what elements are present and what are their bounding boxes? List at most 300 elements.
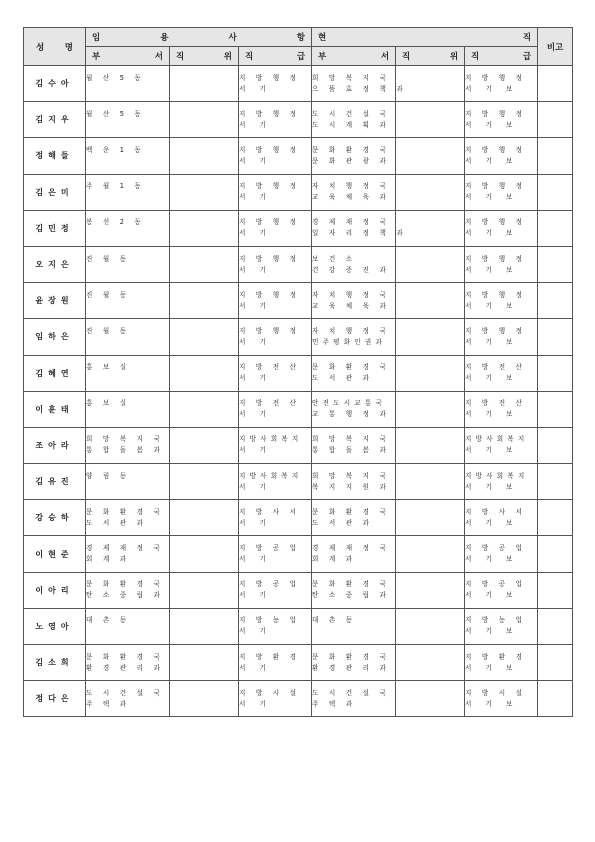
current-grade-cell [465, 174, 538, 210]
current-grade-cell-line: 서 기 보 [465, 229, 519, 238]
current-dept-cell-line: 자 치 행 정 국 [312, 326, 391, 335]
current-position-cell [396, 174, 465, 210]
header-glyph: 부 [318, 52, 327, 62]
table-row [24, 681, 573, 717]
employee-name: 강승하 [24, 500, 86, 536]
new-grade-cell-line: 서 기 [239, 663, 272, 672]
current-grade-cell-line: 서 기 보 [465, 337, 519, 346]
new-position-cell [170, 246, 239, 282]
header-glyph: 서 [154, 52, 163, 62]
new-dept-cell-line [86, 120, 169, 131]
current-dept-cell-line: 대 촌 동 [312, 616, 357, 625]
current-dept-cell-line: 일 자 리 정 책 과 [312, 229, 407, 238]
new-position-cell [170, 391, 239, 427]
current-grade-cell [465, 283, 538, 319]
current-dept-cell [312, 66, 407, 102]
table-row [24, 464, 573, 500]
current-dept-cell-line: 희 망 복 지 국 [312, 435, 391, 444]
note-cell [538, 210, 573, 246]
current-grade-cell-line: 서 기 보 [465, 156, 519, 165]
new-dept-cell [86, 645, 170, 681]
note-cell [538, 645, 573, 681]
new-grade-cell-line: 서 기 [239, 555, 272, 564]
current-grade-cell-line: 지 방 행 정 [465, 182, 527, 191]
current-dept-cell-line [312, 626, 395, 637]
table-row [24, 572, 573, 608]
new-dept-cell [86, 174, 170, 210]
table-row [24, 427, 573, 463]
new-dept-cell-line: 회 계 과 [86, 555, 131, 564]
header-dept-current [312, 47, 396, 66]
new-grade-cell-line: 지방사회복지 [239, 471, 303, 480]
current-dept-cell [312, 536, 396, 572]
new-dept-cell-line: 도 서 관 과 [86, 518, 148, 527]
new-grade-cell-line: 지 방 행 정 [239, 145, 301, 154]
current-dept-cell-line: 자 치 행 정 국 [312, 290, 391, 299]
new-grade-cell-line: 서 기 [239, 229, 272, 238]
employee-name: 이훈태 [24, 391, 86, 427]
header-glyph: 직 [176, 52, 185, 62]
new-grade-cell-line: 지 방 행 정 [239, 109, 301, 118]
current-dept-cell [312, 391, 396, 427]
current-dept-cell [312, 102, 396, 138]
employee-name: 이현준 [24, 536, 86, 572]
current-grade-cell [465, 608, 538, 644]
header-position-current-label [396, 50, 464, 62]
new-dept-cell-line: 진 월 동 [86, 290, 131, 299]
header-dept-label [86, 50, 169, 62]
current-dept-cell-line: 문 화 환 경 국 [312, 652, 391, 661]
new-dept-cell [86, 464, 170, 500]
current-grade-cell-line: 서 기 보 [465, 627, 519, 636]
new-dept-cell [86, 319, 170, 355]
new-dept-cell-line [86, 84, 169, 95]
employee-name: 노영아 [24, 608, 86, 644]
new-grade-cell-line: 서 기 [239, 627, 272, 636]
new-grade-cell [239, 536, 312, 572]
current-grade-cell-line: 서 기 보 [465, 699, 519, 708]
header-glyph: 항 [296, 33, 306, 43]
current-grade-cell-line: 지 방 공 업 [465, 544, 527, 553]
current-dept-cell-line: 도 시 건 설 국 [312, 688, 391, 697]
current-dept-cell-line: 문 화 환 경 국 [312, 145, 391, 154]
note-cell [538, 319, 573, 355]
current-grade-cell [465, 319, 538, 355]
new-grade-cell [239, 174, 312, 210]
current-grade-cell-line: 지 방 행 정 [465, 326, 527, 335]
new-grade-cell [239, 355, 312, 391]
new-grade-cell-line: 서 기 [239, 374, 272, 383]
header-current-label [312, 31, 537, 43]
table-row [24, 138, 573, 174]
current-dept-cell-line: 희 망 복 지 국 [312, 73, 391, 82]
new-dept-cell-line [86, 482, 169, 493]
table-row [24, 608, 573, 644]
new-dept-cell-line: 홍 보 실 [86, 363, 131, 372]
employee-name: 정해들 [24, 138, 86, 174]
table-row [24, 500, 573, 536]
new-dept-cell-line [86, 301, 169, 312]
table-body [24, 66, 573, 717]
new-position-cell [170, 500, 239, 536]
new-position-cell [170, 174, 239, 210]
new-dept-cell [86, 210, 170, 246]
current-grade-cell-line: 지방사회복지 [465, 471, 529, 480]
current-dept-cell-line: 문 화 관 광 과 [312, 156, 391, 165]
new-dept-cell-line: 희 망 복 지 국 [86, 435, 165, 444]
header-name [24, 28, 86, 66]
note-cell [538, 102, 573, 138]
current-dept-cell [312, 500, 396, 536]
note-cell [538, 246, 573, 282]
note-cell [538, 500, 573, 536]
current-dept-cell-line: 복 지 지 원 과 [312, 482, 391, 491]
current-grade-cell [465, 210, 538, 246]
new-grade-cell [239, 500, 312, 536]
current-dept-cell-line: 문 화 환 경 국 [312, 363, 391, 372]
new-dept-cell [86, 66, 170, 102]
current-grade-cell-line: 서 기 보 [465, 84, 519, 93]
new-position-cell [170, 66, 239, 102]
new-dept-cell-line [86, 192, 169, 203]
new-position-cell [170, 645, 239, 681]
current-dept-cell-line: 도 서 관 과 [312, 374, 374, 383]
new-dept-cell-line: 백 운 1 동 [86, 145, 145, 154]
new-grade-cell [239, 464, 312, 500]
current-dept-cell-line: 도 시 계 획 과 [312, 120, 391, 129]
current-position-cell [396, 645, 465, 681]
header-position-label [170, 50, 238, 62]
current-grade-cell-line: 서 기 보 [465, 446, 519, 455]
table-row [24, 283, 573, 319]
new-position-cell [170, 355, 239, 391]
header-glyph: 위 [223, 52, 232, 62]
new-dept-cell-line: 문 화 환 경 국 [86, 507, 165, 516]
current-grade-cell-line: 지 방 전 산 [465, 363, 527, 372]
table-row [24, 319, 573, 355]
new-dept-cell-line: 대 촌 동 [86, 616, 131, 625]
current-dept-cell-line: 보 건 소 [312, 254, 357, 263]
current-grade-cell-line: 서 기 보 [465, 663, 519, 672]
new-position-cell [170, 102, 239, 138]
new-position-cell [170, 319, 239, 355]
new-grade-cell-line: 지 방 행 정 [239, 182, 301, 191]
new-dept-cell [86, 355, 170, 391]
note-cell [538, 66, 573, 102]
new-grade-cell [239, 681, 312, 717]
new-dept-cell-line: 월 산 5 동 [86, 73, 145, 82]
header-glyph: 현 [318, 33, 327, 43]
new-grade-cell-line: 서 기 [239, 193, 272, 202]
current-grade-cell-line: 서 기 보 [465, 410, 519, 419]
current-dept-cell-line: 탄 소 중 립 과 [312, 591, 391, 600]
header-glyph: 임 [92, 33, 101, 43]
current-grade-cell-line: 서 기 보 [465, 555, 519, 564]
new-grade-cell [239, 246, 312, 282]
header-dept [86, 47, 170, 66]
current-grade-cell-line: 지 방 행 정 [465, 73, 527, 82]
current-position-cell [396, 572, 465, 608]
new-grade-cell-line: 지 방 농 업 [239, 616, 301, 625]
current-dept-cell-line: 도 서 관 과 [312, 518, 374, 527]
new-dept-cell [86, 681, 170, 717]
current-grade-cell [465, 536, 538, 572]
current-dept-cell [312, 681, 396, 717]
current-dept-cell-line: 건 강 증 진 과 [312, 265, 391, 274]
new-grade-cell [239, 427, 312, 463]
current-grade-cell-line: 서 기 보 [465, 518, 519, 527]
current-dept-cell [312, 138, 396, 174]
new-grade-cell-line: 서 기 [239, 446, 272, 455]
current-grade-cell-line: 서 기 보 [465, 482, 519, 491]
current-grade-cell-line: 서 기 보 [465, 374, 519, 383]
header-note: 비고 [538, 28, 573, 66]
current-dept-cell-line: 도 시 건 설 국 [312, 109, 391, 118]
new-grade-cell-line: 서 기 [239, 518, 272, 527]
new-grade-cell-line: 지 방 전 산 [239, 399, 301, 408]
current-dept-cell [312, 572, 396, 608]
new-dept-cell [86, 283, 170, 319]
new-grade-cell [239, 283, 312, 319]
new-dept-cell [86, 572, 170, 608]
note-cell [538, 174, 573, 210]
current-grade-cell-line: 서 기 보 [465, 301, 519, 310]
employee-name: 윤장원 [24, 283, 86, 319]
new-grade-cell [239, 319, 312, 355]
new-grade-cell-line: 서 기 [239, 482, 272, 491]
new-grade-cell [239, 102, 312, 138]
current-grade-cell-line: 지방사회복지 [465, 435, 529, 444]
header-glyph: 성 [36, 42, 45, 53]
new-position-cell [170, 427, 239, 463]
new-position-cell [170, 608, 239, 644]
header-dept-current-label [312, 50, 395, 62]
new-grade-cell-line: 지 방 공 업 [239, 580, 301, 589]
current-position-cell [396, 681, 465, 717]
new-grade-cell [239, 210, 312, 246]
new-dept-cell-line: 봉 선 2 동 [86, 218, 145, 227]
header-position-current [396, 47, 465, 66]
note-cell [538, 391, 573, 427]
new-dept-cell-line [86, 409, 169, 420]
header-glyph: 직 [522, 33, 532, 43]
new-grade-cell-line: 지 방 사 서 [239, 507, 301, 516]
new-grade-cell [239, 391, 312, 427]
header-grade-current [465, 47, 538, 66]
current-dept-cell-line: 자 치 행 정 국 [312, 182, 391, 191]
header-grade-current-label [465, 50, 537, 62]
current-dept-cell-line: 주 택 과 [312, 699, 357, 708]
current-grade-cell-line: 서 기 보 [465, 120, 519, 129]
header-glyph: 급 [522, 52, 532, 62]
header-glyph: 서 [380, 52, 390, 62]
current-dept-cell-line: 안전도시교통국 [312, 399, 387, 408]
current-dept-cell [312, 174, 396, 210]
current-dept-cell [312, 427, 396, 463]
new-dept-cell-line: 진 월 동 [86, 326, 131, 335]
new-dept-cell-line: 문 화 환 경 국 [86, 652, 165, 661]
new-dept-cell-line: 도 시 건 설 국 [86, 688, 165, 697]
new-grade-cell-line: 서 기 [239, 301, 272, 310]
new-dept-cell-line: 탄 소 중 립 과 [86, 591, 165, 600]
note-cell [538, 283, 573, 319]
table-row [24, 536, 573, 572]
new-position-cell [170, 138, 239, 174]
header-glyph: 용 [160, 33, 169, 43]
new-dept-cell [86, 427, 170, 463]
table-row [24, 391, 573, 427]
current-dept-cell-line: 통 합 돌 봄 과 [312, 446, 391, 455]
current-grade-cell-line: 지 방 행 정 [465, 145, 527, 154]
new-grade-cell [239, 645, 312, 681]
new-grade-cell [239, 66, 312, 102]
note-cell [538, 681, 573, 717]
current-position-cell [396, 391, 465, 427]
table-row [24, 645, 573, 681]
new-position-cell [170, 681, 239, 717]
current-position-cell [396, 283, 465, 319]
current-position-cell [396, 66, 465, 102]
current-grade-cell-line: 지 방 공 업 [465, 580, 527, 589]
new-grade-cell-line: 지 방 행 정 [239, 326, 301, 335]
new-dept-cell-line [86, 626, 169, 637]
current-dept-cell [312, 464, 396, 500]
new-dept-cell [86, 608, 170, 644]
employee-name: 김민정 [24, 210, 86, 246]
table-row [24, 66, 573, 102]
current-grade-cell-line: 지 방 행 정 [465, 290, 527, 299]
current-grade-cell-line: 지 방 전 산 [465, 399, 527, 408]
new-grade-cell-line: 지 방 행 정 [239, 290, 301, 299]
new-dept-cell-line [86, 265, 169, 276]
note-cell [538, 572, 573, 608]
current-dept-cell-line: 교 육 체 육 과 [312, 301, 391, 310]
header-glyph: 직 [471, 52, 480, 62]
note-cell [538, 464, 573, 500]
current-dept-cell [312, 608, 396, 644]
current-dept-cell-line: 문 화 환 경 국 [312, 507, 391, 516]
current-grade-cell [465, 246, 538, 282]
new-grade-cell-line: 서 기 [239, 410, 272, 419]
new-grade-cell-line: 서 기 [239, 699, 272, 708]
table-row [24, 174, 573, 210]
current-dept-cell [312, 210, 407, 246]
new-grade-cell-line: 지 방 전 산 [239, 363, 301, 372]
new-grade-cell-line: 지 방 행 정 [239, 254, 301, 263]
note-cell [538, 608, 573, 644]
current-grade-cell [465, 102, 538, 138]
note-cell [538, 355, 573, 391]
current-position-cell [396, 464, 465, 500]
new-dept-cell-line [86, 373, 169, 384]
current-grade-cell-line: 지 방 농 업 [465, 616, 527, 625]
current-dept-cell-line: 으 뜸 효 정 책 과 [312, 84, 407, 93]
new-grade-cell [239, 608, 312, 644]
current-dept-cell-line: 회 계 과 [312, 555, 357, 564]
new-dept-cell-line: 양 림 동 [86, 471, 131, 480]
employee-name: 김혜연 [24, 355, 86, 391]
new-dept-cell-line [86, 228, 169, 239]
appointment-table [23, 27, 573, 717]
header-current [312, 28, 538, 47]
header-appointment-label [86, 31, 311, 43]
new-dept-cell-line: 환 경 관 리 과 [86, 663, 165, 672]
current-dept-cell-line: 환 경 관 리 과 [312, 663, 391, 672]
header-glyph: 위 [449, 52, 459, 62]
current-grade-cell [465, 355, 538, 391]
new-dept-cell [86, 102, 170, 138]
note-cell [538, 138, 573, 174]
new-grade-cell-line: 지 방 공 업 [239, 544, 301, 553]
current-dept-cell-line: 경 제 재 정 국 [312, 218, 391, 227]
new-grade-cell-line: 지 방 행 정 [239, 73, 301, 82]
new-dept-cell-line: 경 제 재 정 국 [86, 544, 165, 553]
current-position-cell [396, 427, 465, 463]
table-row [24, 355, 573, 391]
new-grade-cell-line: 지 방 환 경 [239, 652, 301, 661]
current-grade-cell-line: 지 방 시 설 [465, 688, 527, 697]
header-grade-label [239, 50, 311, 62]
current-dept-cell-line: 민주평화인권과 [312, 337, 387, 346]
current-dept-cell-line: 교 육 체 육 과 [312, 193, 391, 202]
employee-name: 임하은 [24, 319, 86, 355]
new-grade-cell-line: 지 방 행 정 [239, 218, 301, 227]
current-grade-cell-line: 지 방 행 정 [465, 218, 527, 227]
current-grade-cell [465, 464, 538, 500]
new-dept-cell [86, 246, 170, 282]
header-position [170, 47, 239, 66]
new-grade-cell-line: 서 기 [239, 156, 272, 165]
current-dept-cell-line: 희 망 복 지 국 [312, 471, 391, 480]
new-grade-cell-line: 지 방 시 설 [239, 688, 301, 697]
current-grade-cell [465, 427, 538, 463]
table-row [24, 210, 573, 246]
new-dept-cell [86, 536, 170, 572]
employee-name: 김소희 [24, 645, 86, 681]
employee-name: 김은미 [24, 174, 86, 210]
current-dept-cell [312, 283, 396, 319]
new-dept-cell [86, 138, 170, 174]
current-grade-cell-line: 지 방 행 정 [465, 109, 527, 118]
new-grade-cell-line: 서 기 [239, 84, 272, 93]
current-position-cell [396, 536, 465, 572]
current-position-cell [396, 500, 465, 536]
current-grade-cell [465, 572, 538, 608]
note-cell [538, 536, 573, 572]
header-grade [239, 47, 312, 66]
header-appointment [86, 28, 312, 47]
new-grade-cell-line: 서 기 [239, 591, 272, 600]
current-grade-cell-line: 서 기 보 [465, 265, 519, 274]
employee-name: 정다은 [24, 681, 86, 717]
table-row [24, 102, 573, 138]
new-grade-cell [239, 138, 312, 174]
new-position-cell [170, 210, 239, 246]
new-dept-cell-line: 월 산 5 동 [86, 109, 145, 118]
current-dept-cell [312, 355, 396, 391]
new-dept-cell-line: 문 화 환 경 국 [86, 580, 165, 589]
current-dept-cell-line: 문 화 환 경 국 [312, 580, 391, 589]
new-position-cell [170, 464, 239, 500]
new-dept-cell-line: 통 합 돌 봄 과 [86, 446, 165, 455]
current-position-cell [396, 608, 465, 644]
header-glyph: 부 [92, 52, 101, 62]
table-row [24, 246, 573, 282]
note-cell [538, 427, 573, 463]
current-position-cell [396, 246, 465, 282]
header-glyph: 사 [228, 33, 237, 43]
new-dept-cell-line: 주 택 과 [86, 699, 131, 708]
